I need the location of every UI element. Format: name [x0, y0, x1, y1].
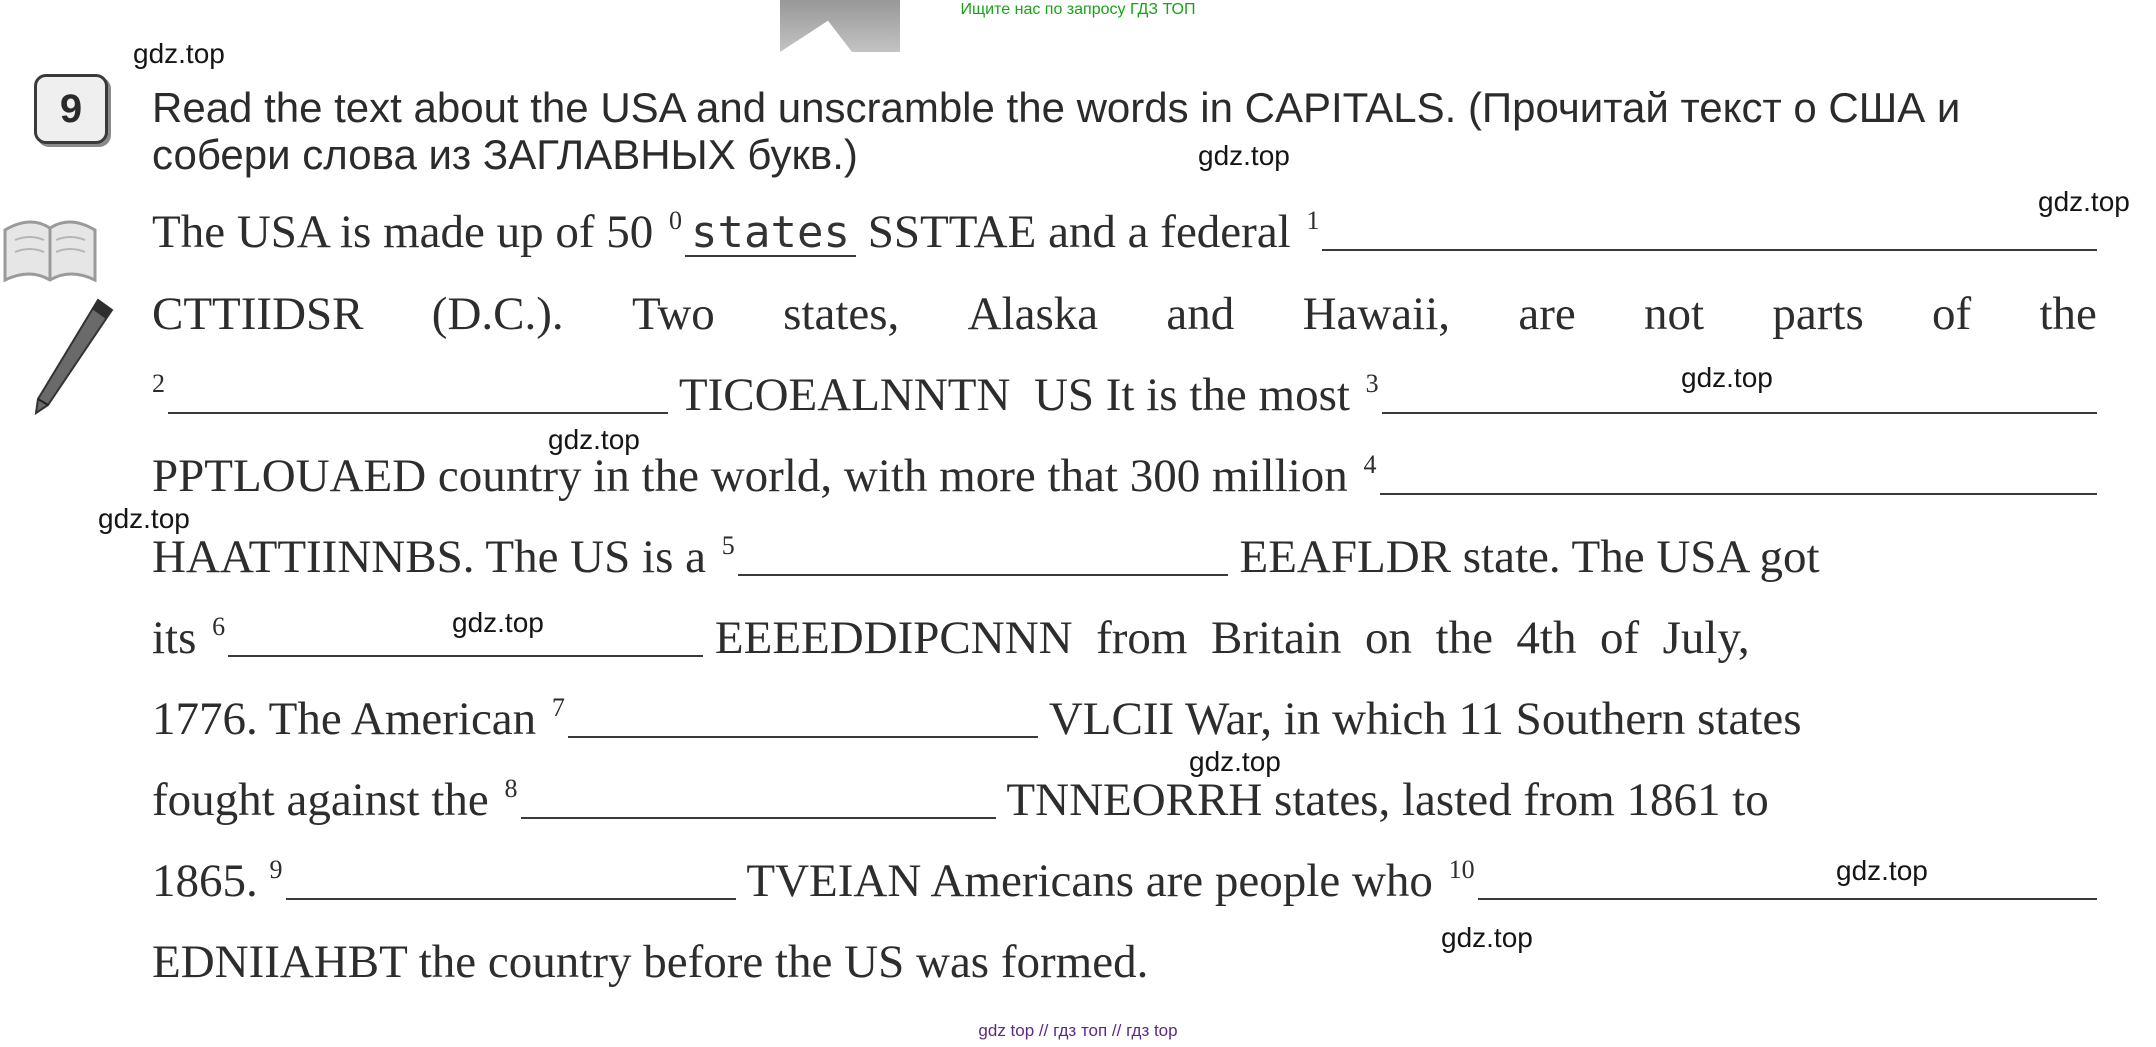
gap-number: 10 — [1448, 855, 1475, 884]
watermark: gdz.top — [1441, 922, 1533, 953]
watermark: gdz.top — [98, 503, 190, 534]
watermark: gdz.top — [2038, 186, 2130, 217]
pen-icon — [28, 295, 118, 420]
text-segment: TICOEALNNTN US It is the most — [668, 369, 1362, 421]
gap-number: 2 — [152, 369, 165, 398]
watermark: gdz.top — [1836, 855, 1928, 886]
text-line-10 — [152, 935, 2097, 995]
answer-blank-2[interactable] — [168, 402, 668, 414]
text-segment: HAATTIINNBS. The US is a — [152, 531, 718, 583]
answer-blank-10[interactable] — [1478, 888, 2097, 900]
text-segment: VLCII War, in which 11 Southern states — [1037, 693, 1802, 745]
top-banner[interactable]: Ищите нас по запросу ГДЗ ТОП — [960, 1, 1196, 18]
text-segment: EEEEDDIPCNNN from Britain on the 4th of July, — [703, 612, 1750, 664]
text-word: and — [1166, 288, 1235, 340]
text-segment: The USA is made up of 50 — [152, 206, 666, 258]
text-word: Two — [631, 288, 715, 340]
text-word: Hawaii, — [1302, 288, 1451, 340]
text-word: parts — [1772, 288, 1864, 340]
task-instruction: Read the text about the USA and unscramble the words in CAPITALS. (Прочитай текст о США и собери слова из ЗАГЛАВНЫХ букв.) — [152, 84, 1961, 178]
gap-number: 9 — [269, 855, 283, 884]
text-line-8 — [152, 773, 2097, 833]
bottom-banner[interactable]: gdz top // гдз топ // гдз top — [978, 1021, 1178, 1040]
text-line-2 — [152, 287, 2097, 347]
answer-blank-7[interactable] — [568, 726, 1038, 738]
text-segment: its — [152, 612, 209, 664]
gap-number: 8 — [504, 774, 518, 803]
answer-example: states — [685, 211, 856, 257]
watermark: gdz.top — [452, 607, 544, 638]
text-segment: EDNIIAHBT the country before the US was formed. — [152, 936, 1149, 988]
watermark: gdz.top — [1681, 362, 1773, 393]
answer-blank-4[interactable] — [1380, 483, 2097, 495]
text-line-1 — [152, 205, 2097, 265]
text-word: Alaska — [967, 288, 1099, 340]
gap-number: 4 — [1363, 450, 1377, 479]
gap-number: 7 — [551, 693, 565, 722]
text-segment: TNNEORRH states, lasted from 1861 to — [995, 774, 1769, 826]
gap-number: 0 — [669, 206, 683, 235]
text-segment: fought against the — [152, 774, 501, 826]
text-word: (D.C.). — [431, 288, 564, 340]
watermark: gdz.top — [133, 38, 225, 69]
text-segment: TVEIAN Americans are people who — [735, 855, 1445, 907]
book-icon — [0, 210, 100, 290]
text-line-3 — [152, 368, 2097, 428]
answer-blank-9[interactable] — [286, 888, 736, 900]
text-word: are — [1518, 288, 1576, 340]
watermark: gdz.top — [1198, 140, 1290, 171]
text-line-9 — [152, 854, 2097, 914]
text-line-4 — [152, 449, 2097, 509]
answer-blank-3[interactable] — [1382, 402, 2097, 414]
text-segment: PPTLOUAED country in the world, with more that 300 million — [152, 450, 1360, 502]
text-line-5 — [152, 530, 2097, 590]
gap-number: 5 — [721, 531, 735, 560]
text-word: of — [1932, 288, 1972, 340]
watermark: gdz.top — [548, 424, 640, 455]
gap-number: 1 — [1306, 206, 1320, 235]
text-line-7 — [152, 692, 2097, 752]
answer-blank-1[interactable] — [1322, 239, 2097, 251]
text-segment: EEAFLDR state. The USA got — [1227, 531, 1820, 583]
text-segment: 1776. The American — [152, 693, 548, 745]
text-line-6 — [152, 611, 2097, 671]
gap-number: 3 — [1365, 369, 1379, 398]
text-word: the — [2039, 288, 2097, 340]
text-segment: SSTTAE and a federal — [855, 206, 1303, 258]
answer-blank-6[interactable] — [228, 645, 703, 657]
answer-blank-5[interactable] — [738, 564, 1228, 576]
task-number: 9 — [34, 74, 108, 144]
text-segment: 1865. — [152, 855, 270, 907]
text-word: not — [1644, 288, 1705, 340]
answer-blank-8[interactable] — [521, 807, 996, 819]
scrambled-word: CTTIIDSR — [152, 288, 364, 340]
text-word: states, — [783, 288, 900, 340]
gap-number: 6 — [212, 612, 226, 641]
watermark: gdz.top — [1189, 746, 1281, 777]
